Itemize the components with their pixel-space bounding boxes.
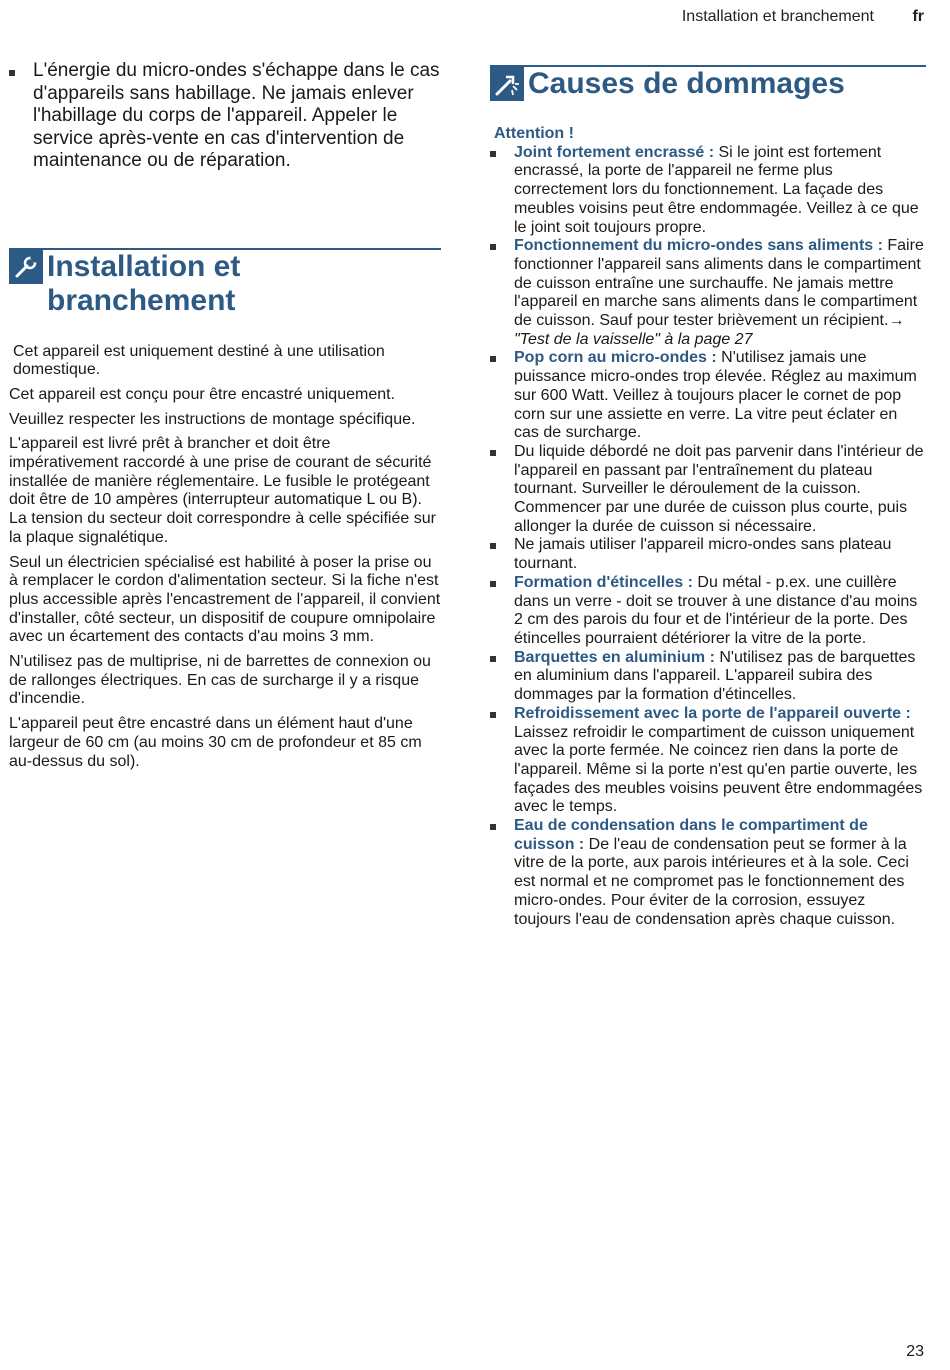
bullet-square-icon (490, 450, 496, 456)
item-keyword: Pop corn au micro-ondes : (514, 349, 717, 367)
paragraph: Cet appareil est uniquement destiné à une utilisation domestique. (13, 342, 385, 379)
bullet-square-icon (490, 656, 496, 662)
item-text: Du métal - p.ex. une cuillère dans un verre - doit se trouver à une distance d'au moins 2 cm des parois du four et de l'intérieur de la porte. Des étincelles pourraient détériorer la vitre de la porte. (514, 573, 918, 647)
list-item (490, 144, 926, 238)
item-keyword: Fonctionnement du micro-ondes sans aliments : (514, 237, 883, 255)
attention-label: Attention ! (494, 125, 574, 142)
damage-warning-icon (490, 67, 524, 101)
section-heading-installation (9, 248, 441, 318)
item-text: N'utilisez jamais une puissance micro-ondes trop élevée. Réglez au maximum sur 600 Watt. Veillez à toujours placer le cornet de pop corn sur une assiette en verre. La vitre peut éclater en cas de surcharge. (514, 349, 917, 442)
section-title-line1: Installation et (47, 249, 241, 283)
item-keyword: Refroidissement avec la porte de l'appareil ouverte : (514, 704, 911, 722)
item-keyword: Eau de condensation dans le compartiment de cuisson : (514, 817, 868, 853)
page-number: 23 (906, 1343, 924, 1360)
item-text: N'utilisez pas de barquettes en aluminium dans l'appareil. L'appareil subira des dommages par la formation d'étincelles. (514, 648, 916, 704)
paragraph: Veuillez respecter les instructions de montage spécifique. (9, 410, 416, 428)
cross-reference-link[interactable]: → "Test de la vaisselle" à la page 27 (514, 312, 905, 348)
paragraph: L'appareil est livré prêt à brancher et doit être impérativement raccordé à une prise de courant de sécurité installée de manière réglementaire. Le fusible le protégeant doit être de 10 ampères (interrupteur automatique L ou B). La tension du secteur doit correspondre à celle spécifiée sur la plaque signalétique. (9, 435, 436, 546)
item-text: Du liquide débordé ne doit pas parvenir dans l'intérieur de l'appareil en passant par l'entraînement du plateau tournant. Surveiller le déroulement de la cuisson. Commencer par une durée de cuisson plus courte, puis allonger la durée de cuisson si nécessaire. (514, 442, 924, 535)
damage-list (490, 144, 926, 930)
list-item (490, 237, 926, 349)
item-text: Faire fonctionner l'appareil sans aliments dans le compartiment de cuisson entraîne une surchauffe. Ne jamais mettre l'appareil en marche sans aliments dans le compartiment de cuisson. Sauf pour tester brièvement un récipient. (514, 237, 924, 330)
bullet-square-icon (490, 244, 496, 250)
bullet-square-icon (490, 581, 496, 587)
list-item (490, 817, 926, 929)
item-keyword: Barquettes en aluminium : (514, 648, 715, 666)
header-section-title: Installation et branchement (681, 8, 874, 25)
bullet-square-icon (490, 356, 496, 362)
item-text: Si le joint est fortement encrassé, la porte de l'appareil ne ferme plus correctement lors du fonctionnement. La façade des meubles voisins peut être endommagée. Veillez à ce que le joint soit toujours propre. (514, 143, 919, 236)
list-item (490, 443, 926, 537)
paragraph: Cet appareil est conçu pour être encastré uniquement. (9, 385, 396, 403)
right-column (490, 60, 926, 929)
item-keyword: Formation d'étincelles : (514, 573, 693, 591)
bullet-square-icon (490, 824, 496, 830)
left-column (9, 60, 441, 777)
bullet-square-icon (490, 151, 496, 157)
wrench-icon (9, 250, 43, 284)
intro-bullet-text: L'énergie du micro-ondes s'échappe dans le cas d'appareils sans habillage. Ne jamais enlever l'habillage du corps de l'appareil. Appeler le service après-vente en cas d'intervention de maintenance ou de réparation. (33, 60, 440, 171)
list-item (490, 705, 926, 817)
section-heading-damage (490, 65, 926, 107)
item-text: Laissez refroidir le compartiment de cuisson uniquement avec la porte fermée. Ne coincez rien dans la porte de l'appareil. Même si la porte n'est qu'en partie ouverte, les façades des meubles voisins peuvent être endommagées avec le temps. (514, 723, 923, 816)
paragraph: Seul un électricien spécialisé est habilité à poser la prise ou à remplacer le cordon d'alimentation secteur. Si la fiche n'est plus accessible après l'encastrement de l'appareil, il convient d'installer, côté secteur, un dispositif de coupure omnipolaire avec un écartement des contacts d'au moins 3 mm. (9, 553, 441, 646)
list-item (9, 60, 441, 173)
paragraph: N'utilisez pas de multiprise, ni de barrettes de connexion ou de rallonges électriques. En cas de surcharge il y a risque d'incendie. (9, 653, 431, 708)
list-item (490, 349, 926, 443)
header-language: fr (912, 8, 924, 25)
list-item (490, 649, 926, 705)
item-keyword: Joint fortement encrassé : (514, 143, 715, 161)
item-text: Ne jamais utiliser l'appareil micro-ondes sans plateau tournant. (514, 536, 892, 573)
list-item (490, 574, 926, 649)
list-item (490, 536, 926, 573)
section-title-line2: branchement (47, 283, 236, 317)
section-title: Causes de dommages (528, 67, 845, 100)
running-header (682, 8, 924, 26)
bullet-square-icon (490, 712, 496, 718)
bullet-square-icon (490, 543, 496, 549)
item-text: De l'eau de condensation peut se former à la vitre de la porte, aux parois intérieures et à la sole. Ceci est normal et ne compromet pas le fonctionnement des micro-ondes. Pour éviter de la corrosion, essuyez toujours l'eau de condensation après chaque cuisson. (514, 835, 909, 928)
paragraph: L'appareil peut être encastré dans un élément haut d'une largeur de 60 cm (au moins 30 cm de profondeur et 85 cm au-dessus du sol). (9, 715, 422, 770)
intro-bullet-list (9, 60, 441, 173)
section-title (47, 250, 441, 318)
bullet-square-icon (9, 70, 15, 76)
